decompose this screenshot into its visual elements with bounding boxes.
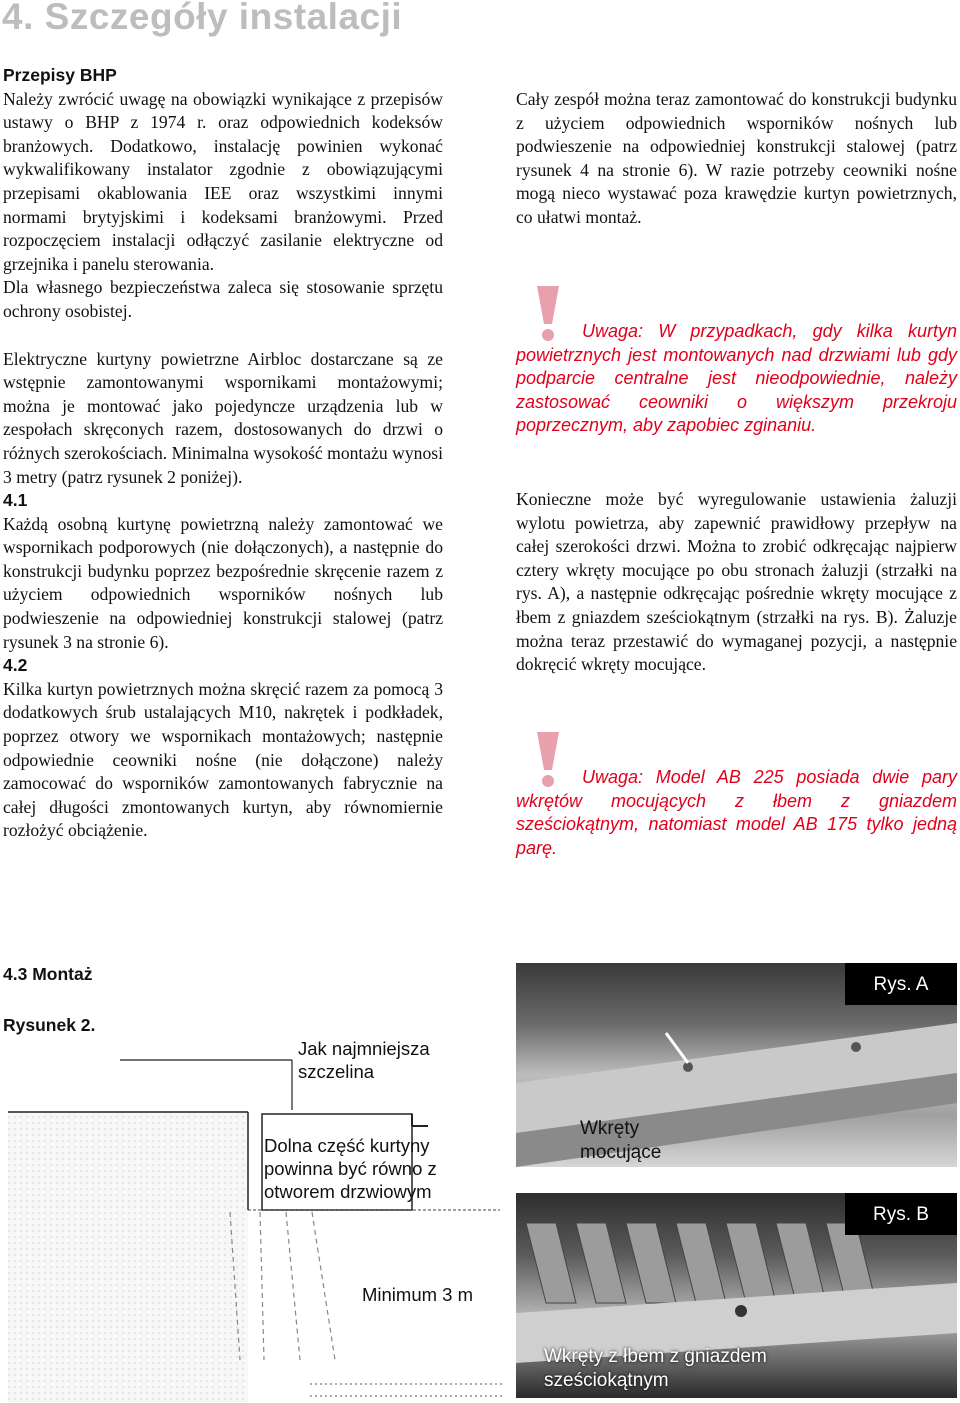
photo-a-caption bbox=[580, 1117, 661, 1165]
warning-note-2-text: Uwaga: Model AB 225 posiada dwie pary wkrętów mocujących z łbem z gniazdem sześciokątnym, natomiast model AB 175 tylko jedną parę. bbox=[516, 767, 957, 858]
right-paragraph-1: Cały zespół można teraz zamontować do konstrukcji budynku z użyciem odpowiednich wsporników nośnych lub podwieszenie na odpowiedniej konstrukcji stalowej (patrz rysunek 4 na stronie 6). W razie potrzeby ceowniki nośne mogą nieco wystawać poza krawędzie kurtyn powietrznych, co ułatwi montaż. bbox=[516, 89, 957, 227]
gap-label bbox=[298, 1037, 430, 1083]
photo-b-caption bbox=[544, 1345, 767, 1393]
curtain-bottom-label bbox=[264, 1134, 454, 1203]
curtain-bottom-label-line-3: otworem drzwiowym bbox=[264, 1181, 432, 1202]
bhp-ppe-paragraph: Dla własnego bezpieczeństwa zaleca się stosowanie sprzętu ochrony osobistej. bbox=[3, 277, 443, 321]
right-paragraph-2: Konieczne może być wyregulowanie ustawienia żaluzji wylotu powietrza, aby zapewnić prawidłowy przepływ na całej szerokości drzwi. Można to zrobić odkręcając najpierw cztery wkręty mocujące po obu stronach żaluzji (strzałki na rys. A), a następnie odkręcając pośrednie wkręty mocujące z łbem z gniazdem sześciokątnym (strzałki na rys. B). Żaluzje można teraz przestawić do wymaganej pozycji, a następnie dokręcić wkręty mocujące. bbox=[516, 489, 957, 675]
photo-a bbox=[516, 963, 957, 1167]
curtain-bottom-label-line-1: Dolna część kurtyny bbox=[264, 1135, 430, 1156]
section-4-1-heading: 4.1 bbox=[3, 490, 28, 511]
gap-label-line-2: szczelina bbox=[298, 1061, 375, 1082]
section-4-3-heading: 4.3 Montaż bbox=[3, 964, 93, 984]
section-4-2-heading: 4.2 bbox=[3, 655, 28, 676]
bhp-heading: Przepisy BHP bbox=[3, 65, 117, 85]
photo-a-tag: Rys. A bbox=[845, 963, 957, 1005]
photo-b-caption-line-2: sześciokątnym bbox=[544, 1370, 669, 1391]
warning-note-1 bbox=[516, 320, 957, 438]
section-4-1-paragraph: Każdą osobną kurtynę powietrzną należy zamontować we wspornikach podporowych (nie dołączonych), a następnie do konstrukcji budynku poprzez bezpośrednie skręcenie razem z użyciem odpowiednich wsporników nośnych lub podwieszenie na odpowiedniej konstrukcji stalowej (patrz rysunek 3 na stronie 6). bbox=[3, 513, 443, 652]
photo-b bbox=[516, 1193, 957, 1398]
photo-b-caption-line-1: Wkręty z łbem z gniazdem bbox=[544, 1346, 767, 1367]
photo-b-tag: Rys. B bbox=[845, 1193, 957, 1235]
page-title: 4. Szczegóły instalacji bbox=[2, 0, 403, 37]
minimum-height-label: Minimum 3 m bbox=[362, 1284, 474, 1305]
intro-paragraph: Elektryczne kurtyny powietrzne Airbloc dostarczane są ze wstępnie zamontowanymi wspornikami montażowymi; można je montować jako pojedyncze urządzenia lub w zespołach skręconych razem, dostosowanych do drzwi o różnych szerokościach. Minimalna wysokość montażu wynosi 3 metry (patrz rysunek 2 poniżej). bbox=[3, 348, 443, 487]
bhp-paragraph: Należy zwrócić uwagę na obowiązki wynikające z przepisów ustawy o BHP z 1974 r. oraz odpowiednich kodeksów branżowych. Dodatkowo, instalację powinien wykonać wykwalifikowany instalator zgodnie z obowiązującymi przepisami okablowania IEE oraz wszystkimi innymi normami brytyjskimi i kodeksami branżowymi. Przed rozpoczęciem instalacji odłączyć zasilanie elektryczne od grzejnika i panelu sterowania. bbox=[3, 88, 443, 274]
photo-a-caption-line-2: mocujące bbox=[580, 1142, 662, 1163]
curtain-bottom-label-line-2: powinna być równo z bbox=[264, 1158, 437, 1179]
photo-a-caption-line-1: Wkręty bbox=[580, 1118, 640, 1139]
wall-shape bbox=[8, 1112, 248, 1402]
left-column bbox=[3, 64, 443, 843]
warning-note-2 bbox=[516, 766, 957, 860]
figure-2-label: Rysunek 2. bbox=[3, 1015, 96, 1035]
installation-diagram bbox=[0, 1030, 510, 1403]
warning-note-1-text: Uwaga: W przypadkach, gdy kilka kurtyn powietrznych jest montowanych nad drzwiami lub gdy podparcie centralne jest nieodpowiednie, należy zastosować ceowniki o większym przekroju poprzecznym, aby zapobiec zginaniu. bbox=[516, 321, 957, 436]
gap-label-line-1: Jak najmniejsza bbox=[298, 1038, 430, 1059]
section-4-2-paragraph: Kilka kurtyn powietrznych można skręcić razem za pomocą 3 dodatkowych śrub ustalających M10, nakrętek i podkładek, poprzez otwory we wspornikach montażowych; następnie odpowiednie ceowniki nośne (nie dołączone) należy zamocować do wsporników zamontowanych fabrycznie na całej długości zmontowanych kurtyn, aby równomiernie rozłożyć obciążenie. bbox=[3, 678, 443, 841]
